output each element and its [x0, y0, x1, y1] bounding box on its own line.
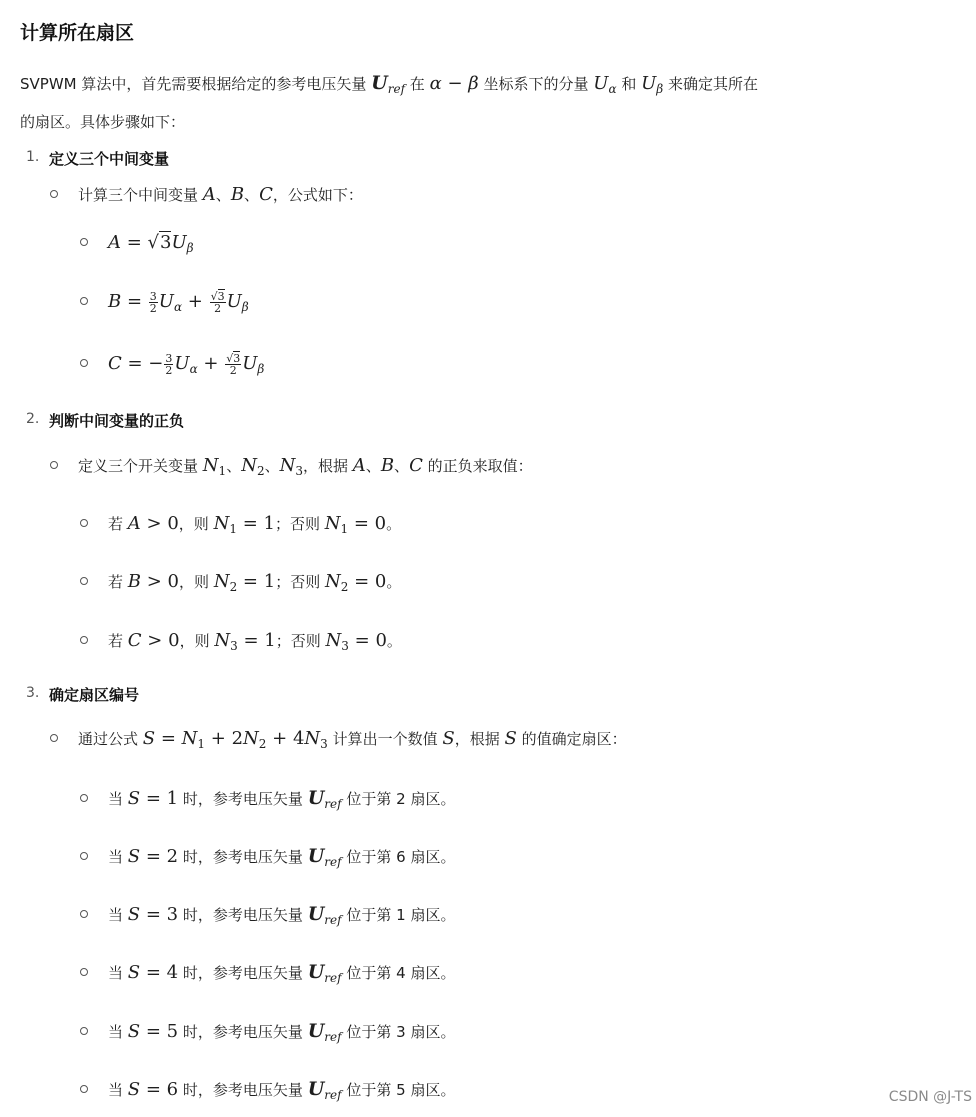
- step1-desc-text: 计算三个中间变量: [78, 186, 199, 204]
- bullet-icon: [50, 190, 58, 198]
- sep: 、: [365, 457, 381, 475]
- sector-number: 4: [396, 964, 406, 982]
- sector-number: 5: [396, 1081, 406, 1099]
- formula-c: C = − $\frac{3}{2}$ $U_\alpha$ + $\frac{√3}{2}$ $U_\beta$: [80, 353, 264, 376]
- sector-mid: 时，参考电压矢量: [182, 790, 303, 808]
- formula-a: $A = √3U_\beta$: [80, 232, 194, 253]
- bullet-icon: [50, 734, 58, 742]
- bullet-icon: [80, 1085, 88, 1093]
- sector-pos: 位于第: [346, 964, 392, 982]
- csdn-watermark: CSDN @J-TS: [888, 1089, 972, 1105]
- sep: 、: [226, 457, 242, 475]
- formula-b: B = $\frac{3}{2}$ $U_\alpha$ + $\frac{√3}{2}$ $U_\beta$: [80, 291, 249, 314]
- sector-row-1: 当 S = 1 时，参考电压矢量 $U_{ref}$ 位于第 2 扇区。: [80, 787, 455, 809]
- bullet-icon: [80, 238, 88, 246]
- sep: 、: [215, 186, 231, 204]
- sector-s-value: 1: [166, 788, 179, 809]
- sector-end: 扇区。: [410, 964, 456, 982]
- step3-desc-mid: 计算出一个数值: [332, 730, 438, 748]
- sector-prefix: 当: [108, 790, 124, 808]
- sector-end: 扇区。: [410, 1023, 456, 1041]
- rule-else: ；否则: [275, 573, 321, 591]
- bullet-icon: [80, 968, 88, 976]
- bullet-icon: [50, 461, 58, 469]
- rule-if: 若: [108, 632, 124, 650]
- sector-row-6: 当 S = 6 时，参考电压矢量 $U_{ref}$ 位于第 5 扇区。: [80, 1078, 455, 1100]
- step2-desc-mid: ，根据: [303, 457, 349, 475]
- step3-description: 通过公式 $S = N_1 + 2N_2 + 4N_3$ 计算出一个数值 S，根据 S 的值确定扇区：: [50, 728, 627, 749]
- sector-s-value: 2: [166, 846, 179, 867]
- step-number-2: 2.: [26, 411, 40, 427]
- rule-then: ，则: [179, 573, 210, 591]
- math-minus: −: [441, 73, 469, 94]
- rule-then: ，则: [178, 515, 209, 533]
- bullet-icon: [80, 1027, 88, 1035]
- sector-mid: 时，参考电压矢量: [182, 1081, 303, 1099]
- rule-end: 。: [386, 515, 402, 533]
- sector-end: 扇区。: [410, 1081, 456, 1099]
- math-beta-sub: β: [656, 82, 664, 96]
- sector-mid: 时，参考电压矢量: [182, 1023, 303, 1041]
- step1-desc-tail: ，公式如下：: [272, 186, 363, 204]
- step2-desc-text: 定义三个开关变量: [78, 457, 199, 475]
- math-var-c: C: [259, 184, 273, 205]
- bullet-icon: [80, 519, 88, 527]
- sector-prefix: 当: [108, 1023, 124, 1041]
- sector-number: 1: [396, 906, 406, 924]
- math-var-b: B: [230, 184, 245, 205]
- sector-pos: 位于第: [346, 1023, 392, 1041]
- step-number-3: 3.: [26, 685, 40, 701]
- sector-pos: 位于第: [346, 790, 392, 808]
- rule-then: ，则: [179, 632, 210, 650]
- math-beta: β: [468, 73, 479, 94]
- math-ref-sub: ref: [387, 82, 406, 96]
- intro-text-1: SVPWM 算法中，首先需要根据给定的参考电压矢量: [20, 75, 367, 93]
- math-u-beta: U: [641, 73, 657, 94]
- sector-prefix: 当: [108, 848, 124, 866]
- sector-mid: 时，参考电压矢量: [182, 848, 303, 866]
- bullet-icon: [80, 577, 88, 585]
- sector-end: 扇区。: [410, 906, 456, 924]
- step3-desc-mid2: ，根据: [454, 730, 500, 748]
- sector-number: 3: [396, 1023, 406, 1041]
- step3-desc-text: 通过公式: [78, 730, 139, 748]
- sector-prefix: 当: [108, 964, 124, 982]
- bullet-icon: [80, 636, 88, 644]
- step-title-1: 定义三个中间变量: [49, 150, 170, 168]
- sector-pos: 位于第: [346, 1081, 392, 1099]
- rule-c: 若 C > 0，则 $N_3 = 1$；否则 $N_3 = 0$。: [80, 630, 402, 651]
- sep: 、: [394, 457, 410, 475]
- step2-desc-tail: 的正负来取值：: [427, 457, 533, 475]
- step-title-3: 确定扇区编号: [49, 686, 140, 704]
- bullet-icon: [80, 910, 88, 918]
- math-var-a: A: [202, 184, 216, 205]
- sector-pos: 位于第: [346, 906, 392, 924]
- sector-s-value: 5: [166, 1021, 179, 1042]
- rule-end: 。: [386, 632, 402, 650]
- math-uref: U: [371, 72, 388, 94]
- rule-if: 若: [108, 515, 124, 533]
- intro-text-3: 坐标系下的分量: [483, 75, 589, 93]
- sector-row-2: 当 S = 2 时，参考电压矢量 $U_{ref}$ 位于第 6 扇区。: [80, 845, 455, 867]
- sector-end: 扇区。: [410, 790, 456, 808]
- section-heading: 计算所在扇区: [20, 22, 135, 44]
- math-alpha-sub: α: [608, 82, 617, 96]
- bullet-icon: [80, 852, 88, 860]
- intro-paragraph: [20, 64, 955, 141]
- sector-s-value: 6: [166, 1079, 179, 1100]
- bullet-icon: [80, 794, 88, 802]
- intro-text-2: 在: [409, 75, 425, 93]
- rule-else: ；否则: [274, 515, 320, 533]
- intro-text-6: 的扇区。具体步骤如下：: [20, 113, 186, 131]
- rule-end: 。: [386, 573, 402, 591]
- sector-s-value: 3: [166, 904, 179, 925]
- step2-description: 定义三个开关变量 $N_1$、$N_2$、$N_3$，根据 A、B、C 的正负来取值：: [50, 455, 533, 476]
- sector-end: 扇区。: [410, 848, 456, 866]
- sector-number: 2: [396, 790, 406, 808]
- sector-prefix: 当: [108, 906, 124, 924]
- bullet-icon: [80, 297, 88, 305]
- step-title-2: 判断中间变量的正负: [49, 412, 185, 430]
- rule-a: 若 A > 0，则 $N_1 = 1$；否则 $N_1 = 0$。: [80, 513, 401, 534]
- sector-s-value: 4: [166, 962, 179, 983]
- step3-desc-tail: 的值确定扇区：: [521, 730, 627, 748]
- sep: 、: [244, 186, 260, 204]
- sector-row-5: 当 S = 5 时，参考电压矢量 $U_{ref}$ 位于第 3 扇区。: [80, 1020, 455, 1042]
- sector-mid: 时，参考电压矢量: [182, 906, 303, 924]
- intro-text-5: 来确定其所在: [668, 75, 759, 93]
- sector-row-4: 当 S = 4 时，参考电压矢量 $U_{ref}$ 位于第 4 扇区。: [80, 961, 455, 983]
- sector-row-3: 当 S = 3 时，参考电压矢量 $U_{ref}$ 位于第 1 扇区。: [80, 903, 455, 925]
- sector-pos: 位于第: [346, 848, 392, 866]
- rule-b: 若 B > 0，则 $N_2 = 1$；否则 $N_2 = 0$。: [80, 571, 401, 592]
- sep: 、: [264, 457, 280, 475]
- step-number-1: 1.: [26, 149, 40, 165]
- math-u-alpha: U: [593, 73, 609, 94]
- math-alpha-beta: α: [429, 73, 442, 94]
- sector-prefix: 当: [108, 1081, 124, 1099]
- sector-mid: 时，参考电压矢量: [182, 964, 303, 982]
- step1-description: [50, 184, 363, 205]
- rule-else: ；否则: [275, 632, 321, 650]
- rule-if: 若: [108, 573, 124, 591]
- sector-number: 6: [396, 848, 406, 866]
- bullet-icon: [80, 359, 88, 367]
- intro-text-4: 和: [621, 75, 637, 93]
